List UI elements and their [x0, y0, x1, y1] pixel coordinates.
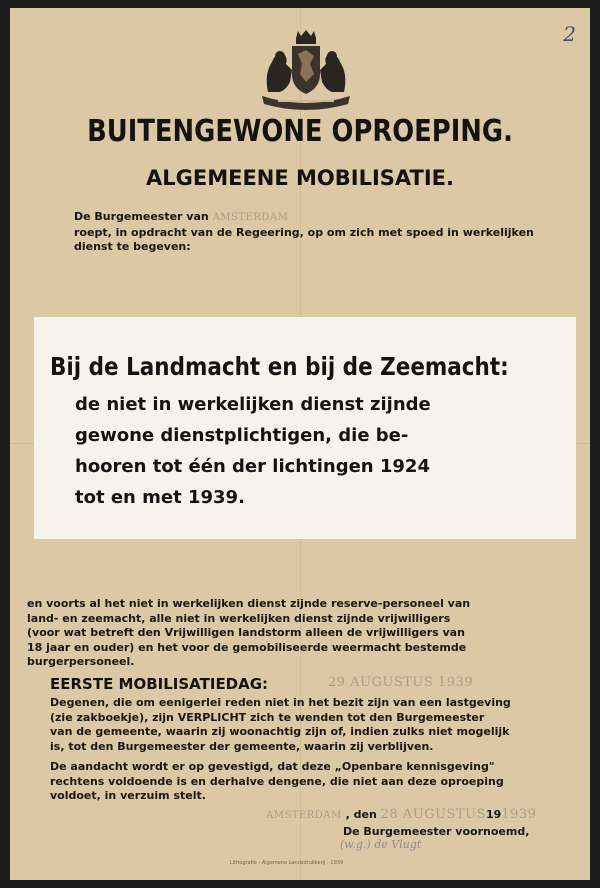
intro-prefix: De Burgemeester van: [74, 210, 209, 223]
year-prefix: 19: [485, 808, 502, 821]
obligation-line: (zie zakboekje), zijn VERPLICHT zich te wenden tot den Burgemeester: [50, 710, 485, 724]
obligation-paragraph: [50, 696, 580, 754]
poster-title: BUITENGEWONE OPROEPING.: [87, 114, 513, 149]
intro-line-3: dienst te begeven:: [74, 240, 191, 253]
call-up-line: gewone dienstplichtigen, die be-: [75, 425, 409, 446]
den-text: , den: [345, 808, 377, 821]
reserve-line: en voorts al het niet in werkelijken dienst zijnde reserve-personeel van: [27, 597, 471, 610]
notice-line: voldoet, in verzuim stelt.: [50, 789, 206, 802]
printer-imprint: Lithografie - Algemene Landsdrukkerij - 1939: [230, 860, 344, 866]
call-up-heading: Bij de Landmacht en bij de Zeemacht:: [50, 352, 509, 381]
obligation-line: is, tot den Burgemeester der gemeente, waarin zij verblijven.: [50, 739, 434, 753]
reserve-line: land- en zeemacht, alle niet in werkelijken dienst zijnde vrijwilligers: [27, 611, 451, 625]
coat-of-arms-icon: [258, 30, 354, 110]
reserve-line: (voor wat betreft den Vrijwilligen landstorm alleen de vrijwilligers van: [27, 626, 465, 639]
call-up-line: tot en met 1939.: [75, 487, 245, 508]
date-line: [266, 808, 536, 824]
intro-line-1: [74, 210, 574, 226]
obligation-line: Degenen, die om eenigerlei reden niet in het bezit zijn van een lastgeving: [50, 696, 511, 709]
page-number: 2: [563, 22, 576, 46]
first-mobilisation-day-stamp: 29 AUGUSTUS 1939: [328, 675, 474, 690]
date-stamp: 28 AUGUSTUS: [380, 807, 486, 822]
call-up-line: hooren tot één der lichtingen 1924: [75, 456, 430, 477]
intro-line-2: roept, in opdracht van de Regeering, op om zich met spoed in werkelijken: [74, 225, 534, 239]
reserve-line: 18 jaar en ouder) en het voor de gemobiliseerde weermacht bestemde: [27, 640, 467, 654]
closing-line: De Burgemeester voornoemd,: [343, 825, 530, 838]
notice-line: De aandacht wordt er op gevestigd, dat deze „Openbare kennisgeving": [50, 760, 495, 773]
municipality-stamp: AMSTERDAM: [212, 212, 289, 223]
poster: [10, 8, 590, 880]
call-up-line: de niet in werkelijken dienst zijnde: [75, 394, 431, 415]
signature: (w.g.) de Vlugt: [340, 838, 422, 851]
reserve-line: burgerpersoneel.: [27, 655, 135, 668]
place-stamp: AMSTERDAM: [266, 810, 342, 821]
intro-paragraph: [74, 210, 574, 255]
poster-subtitle: ALGEMEENE MOBILISATIE.: [145, 166, 454, 190]
notice-paragraph: [50, 760, 580, 804]
year-stamp: 1939: [501, 807, 537, 822]
notice-line: rechtens voldoende is en derhalve dengene, die niet aan deze oproeping: [50, 774, 504, 788]
first-mobilisation-day-label: EERSTE MOBILISATIEDAG:: [50, 675, 269, 693]
reserve-paragraph: [27, 597, 583, 670]
obligation-line: van de gemeente, waarin zij woonachtig zijn of, indien zulks niet mogelijk: [50, 725, 510, 738]
